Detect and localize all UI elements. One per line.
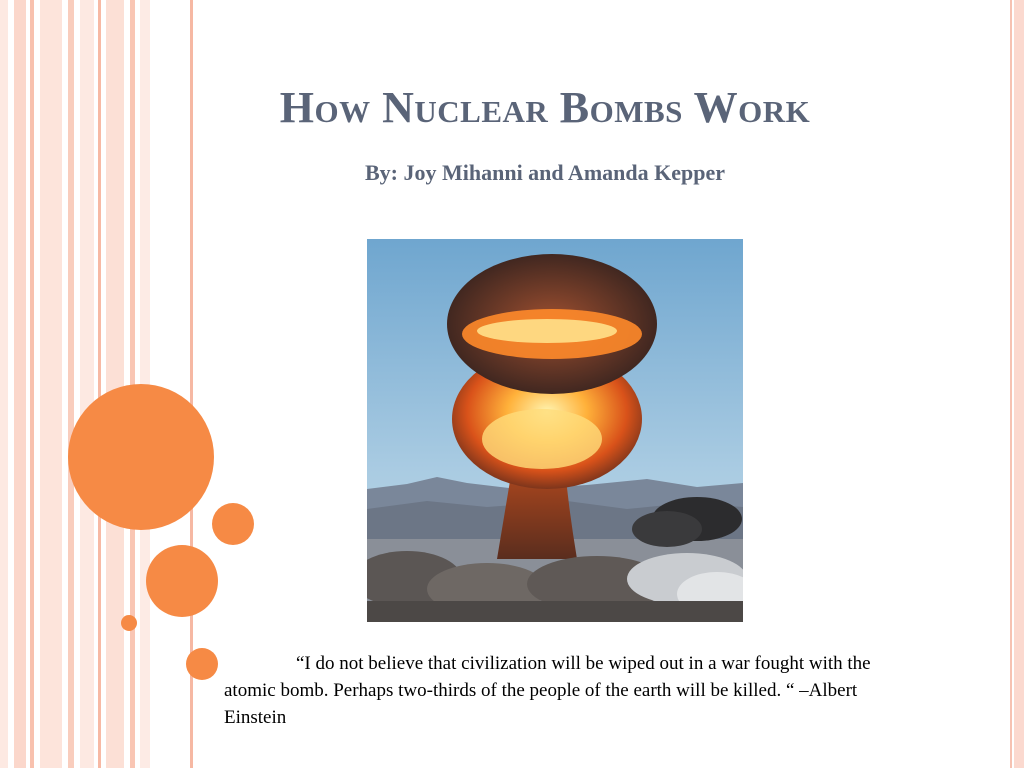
decorative-circle-tiny xyxy=(121,615,137,631)
right-edge-stripe xyxy=(1014,0,1024,768)
right-edge-line xyxy=(1010,0,1012,768)
decorative-stripes xyxy=(0,0,200,768)
decorative-circle-large xyxy=(68,384,214,530)
slide-title: How Nuclear Bombs Work xyxy=(279,83,811,132)
einstein-quote xyxy=(224,650,924,731)
decorative-circle-medium xyxy=(146,545,218,617)
slide-subtitle: By: Joy Mihanni and Amanda Kepper xyxy=(364,160,725,185)
decorative-circle-small-2 xyxy=(186,648,218,680)
quote-text: “I do not believe that civilization will be wiped out in a war fought with the atomic bomb. Perhaps two-thirds of the people of the earth will be killed. “ –Albert Einstein xyxy=(224,653,871,728)
mushroom-cloud-image xyxy=(367,239,743,622)
decorative-circle-small xyxy=(212,503,254,545)
